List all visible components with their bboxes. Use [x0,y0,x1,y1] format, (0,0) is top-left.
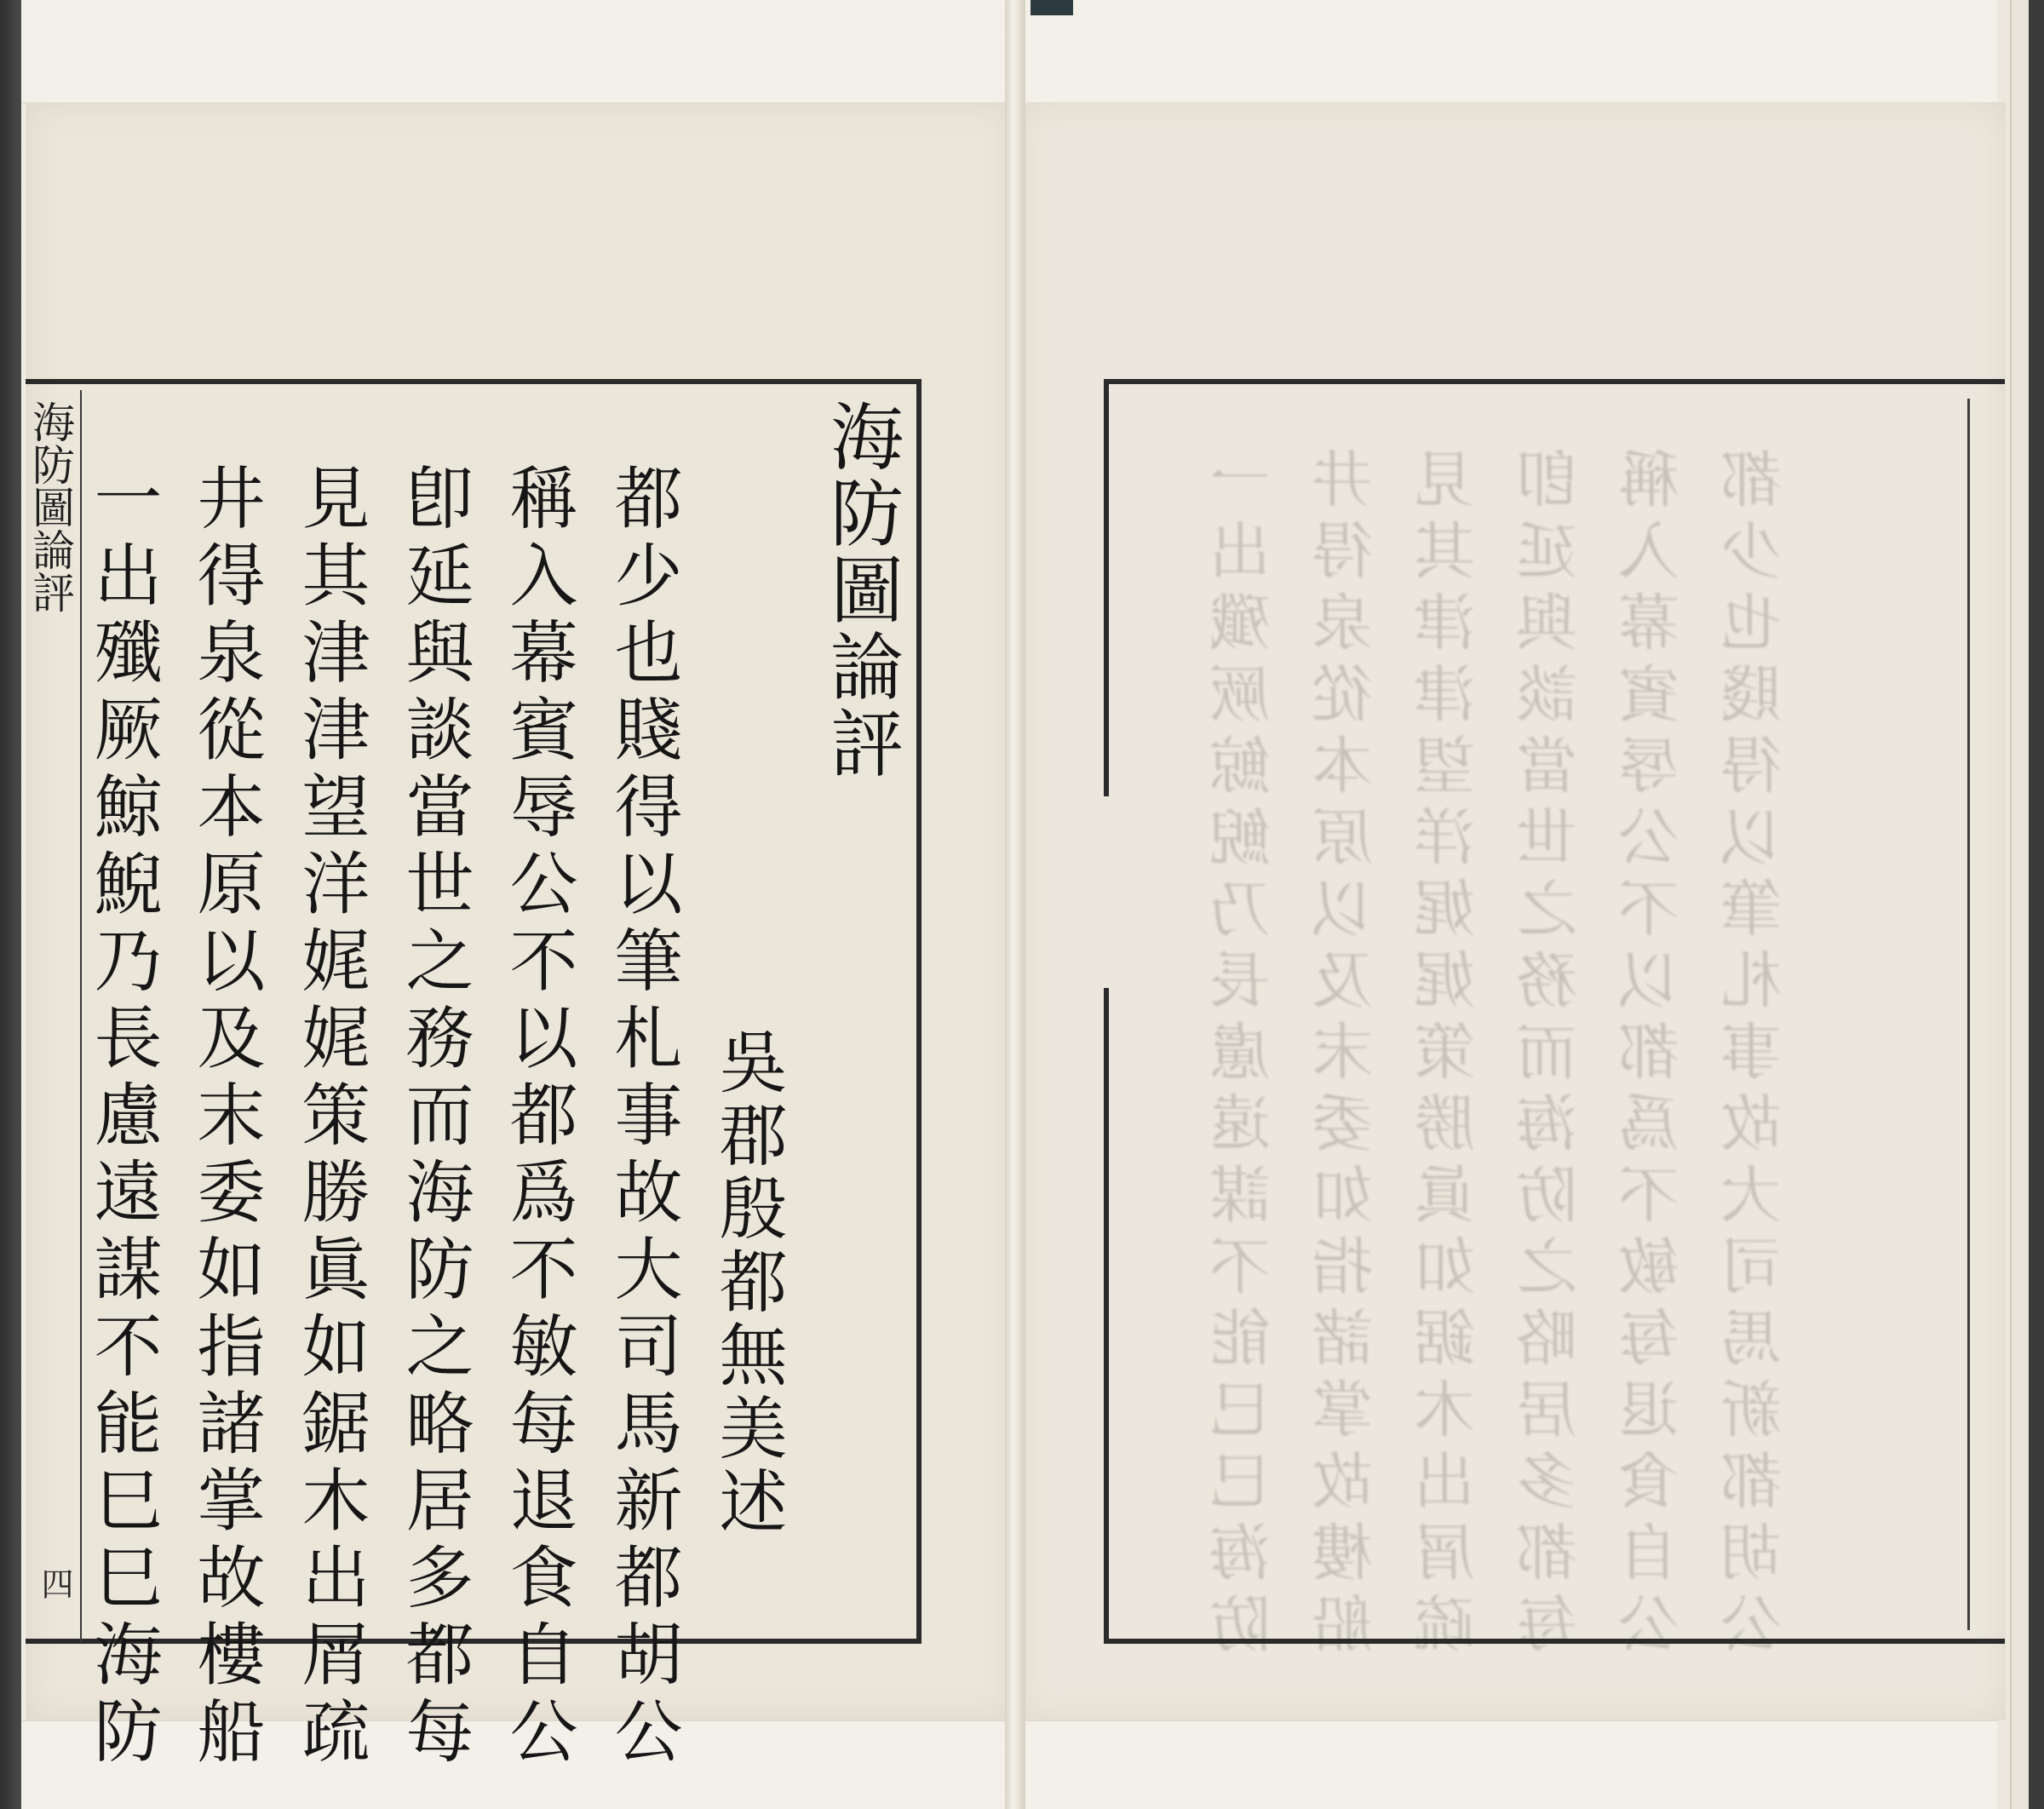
margin-title: 海防圖論評 [26,400,75,613]
author-line: 吳郡殷都無美述 [708,1026,787,1539]
text-column-6: 一出殲厥鯨鯢乃長慮遠謀不能巳巳海防 [83,462,162,1773]
page-title: 海防圖論評 [818,399,903,782]
right-frame-inner-line [1967,399,1970,1630]
text-column-1: 都少也賤得以筆札事故大司馬新都胡公 [603,462,682,1773]
text-column-3: 卽延與談當世之務而海防之略居多都每 [394,462,474,1773]
text-column-5: 井得泉從本原以及末委如指諸掌故樓船 [186,462,265,1773]
binding-mark [1031,0,1073,15]
right-page-frame [1104,379,2005,1644]
text-column-2: 稱入幕賓辱公不以都爲不敏每退食自公 [498,462,577,1773]
right-frame-gap [1099,796,1111,988]
left-edge-shadow [0,0,21,1809]
text-column-4: 見其津津望洋娓娓策勝眞如鋸木出屑疏 [290,462,370,1773]
margin-page-number: 四 [36,1567,73,1599]
book-gutter [1005,0,1025,1809]
